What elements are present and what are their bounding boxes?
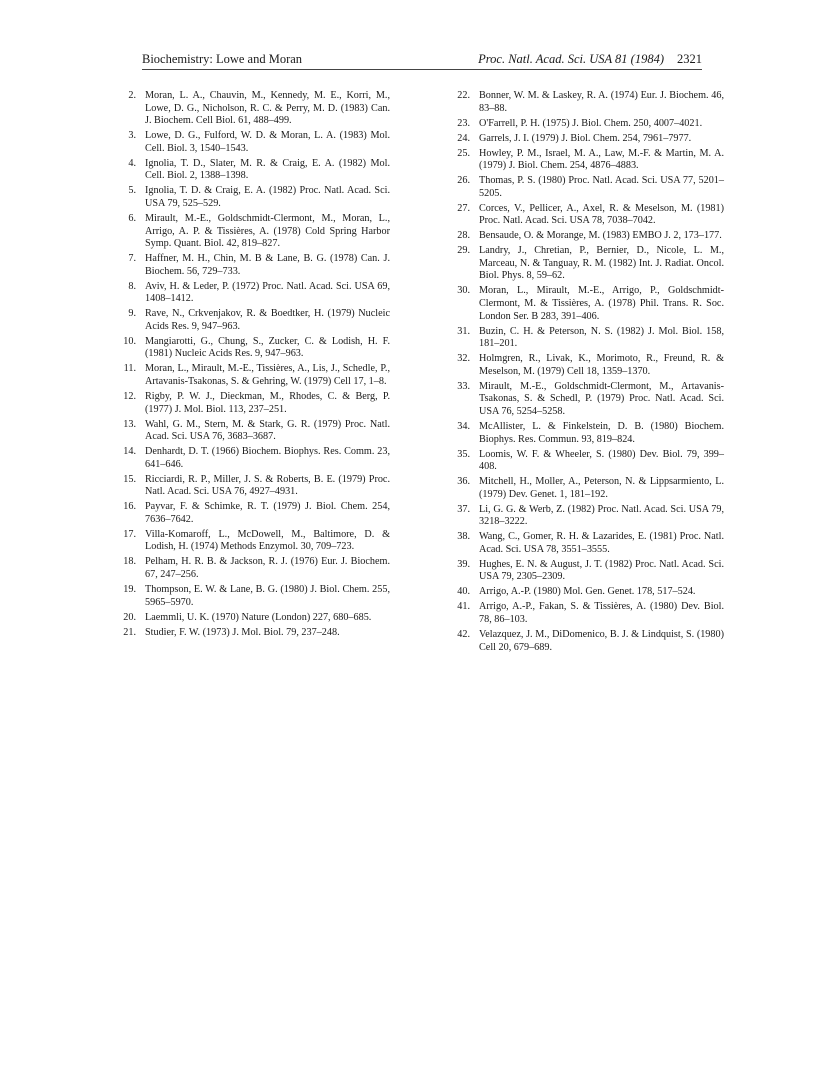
reference-entry	[446, 90, 724, 115]
reference-number: 9.	[128, 308, 136, 320]
reference-number: 26.	[457, 175, 470, 187]
reference-number: 24.	[457, 132, 470, 144]
reference-number: 8.	[128, 280, 136, 292]
reference-text: Mangiarotti, G., Chung, S., Zucker, C. & Lodish, H. F. (1981) Nucleic Acids Res. 9, 947–963.	[145, 335, 390, 360]
reference-entry	[112, 90, 390, 128]
reference-number: 42.	[457, 628, 470, 640]
reference-text: Mitchell, H., Moller, A., Peterson, N. & Lippsarmiento, L. (1979) Dev. Genet. 1, 181–192.	[479, 476, 724, 500]
reference-entry	[446, 504, 724, 529]
reference-entry	[446, 381, 724, 419]
reference-number: 18.	[123, 556, 136, 568]
reference-text: Li, G. G. & Werb, Z. (1982) Proc. Natl. Acad. Sci. USA 79, 3218–3222.	[479, 503, 724, 528]
reference-number: 38.	[457, 531, 470, 543]
reference-entry	[446, 175, 724, 200]
reference-entry	[446, 245, 724, 283]
reference-number: 23.	[457, 117, 470, 129]
reference-text: Arrigo, A.-P., Fakan, S. & Tissières, A. (1980) Dev. Biol. 78, 86–103.	[479, 601, 724, 625]
reference-text: O'Farrell, P. H. (1975) J. Biol. Chem. 250, 4007–4021.	[479, 117, 703, 129]
reference-entry	[112, 308, 390, 333]
reference-number: 31.	[457, 325, 470, 337]
reference-text: Denhardt, D. T. (1966) Biochem. Biophys. Res. Comm. 23, 641–646.	[145, 446, 390, 470]
reference-text: Ricciardi, R. P., Miller, J. S. & Roberts, B. E. (1979) Proc. Natl. Acad. Sci. USA 76, 4927–4931.	[145, 473, 390, 498]
reference-number: 28.	[457, 230, 470, 242]
reference-entry	[446, 531, 724, 556]
reference-number: 29.	[457, 245, 470, 257]
reference-number: 7.	[128, 253, 136, 265]
reference-entry	[112, 281, 390, 306]
reference-text: Pelham, H. R. B. & Jackson, R. J. (1976) Eur. J. Biochem. 67, 247–256.	[145, 556, 390, 581]
reference-text: Villa-Komaroff, L., McDowell, M., Baltimore, D. & Lodish, H. (1974) Methods Enzymol. 30, 709–723.	[145, 528, 390, 553]
reference-text: Payvar, F. & Schimke, R. T. (1979) J. Biol. Chem. 254, 7636–7642.	[145, 501, 390, 525]
reference-text: Garrels, J. I. (1979) J. Biol. Chem. 254, 7961–7977.	[479, 132, 692, 144]
reference-text: Arrigo, A.-P. (1980) Mol. Gen. Genet. 178, 517–524.	[479, 586, 696, 598]
reference-text: Hughes, E. N. & August, J. T. (1982) Proc. Natl. Acad. Sci. USA 79, 2305–2309.	[479, 558, 724, 583]
reference-entry	[112, 253, 390, 278]
reference-text: Buzin, C. H. & Peterson, N. S. (1982) J. Mol. Biol. 158, 181–201.	[479, 325, 724, 350]
reference-text: Mirault, M.-E., Goldschmidt-Clermont, M., Moran, L., Arrigo, A. P. & Tissières, A. (1978) Cold Spring Harbor Symp. Quant. Biol. 42, 819–827.	[145, 212, 390, 250]
page-number: 2321	[677, 52, 702, 66]
reference-entry	[112, 584, 390, 609]
reference-number: 10.	[123, 335, 136, 347]
reference-number: 30.	[457, 285, 470, 297]
reference-text: Mirault, M.-E., Goldschmidt-Clermont, M., Artavanis-Tsakonas, S. & Schedl, P. (1979) Proc. Natl. Acad. Sci. USA 76, 5254–5258.	[479, 380, 724, 417]
reference-number: 33.	[457, 380, 470, 392]
reference-number: 15.	[123, 473, 136, 485]
reference-entry	[446, 133, 724, 146]
reference-text: Loomis, W. F. & Wheeler, S. (1980) Dev. Biol. 79, 399–408.	[479, 448, 724, 473]
reference-text: Moran, L. A., Chauvin, M., Kennedy, M. E., Korri, M., Lowe, D. G., Nicholson, R. C. & Perry, M. D. (1983) Can. J. Biochem. Cell Biol. 61, 488–499.	[145, 90, 390, 127]
reference-number: 12.	[123, 390, 136, 402]
reference-text: Ignolia, T. D., Slater, M. R. & Craig, E. A. (1982) Mol. Cell. Biol. 2, 1388–1398.	[145, 157, 390, 182]
reference-number: 4.	[128, 157, 136, 169]
reference-entry	[112, 158, 390, 183]
reference-entry	[112, 213, 390, 251]
reference-text: Moran, L., Mirault, M.-E., Arrigo, P., Goldschmidt-Clermont, M. & Tissières, A. (1978) Phil. Trans. R. Soc. London Ser. B 283, 391–406.	[479, 285, 724, 322]
reference-entry	[112, 612, 390, 625]
reference-number: 6.	[128, 212, 136, 224]
reference-number: 3.	[128, 130, 136, 142]
reference-entry	[446, 559, 724, 584]
reference-number: 13.	[123, 418, 136, 430]
reference-text: Bonner, W. M. & Laskey, R. A. (1974) Eur. J. Biochem. 46, 83–88.	[479, 90, 724, 114]
reference-number: 17.	[123, 528, 136, 540]
journal-section-title: Biochemistry: Lowe and Moran	[142, 52, 303, 66]
reference-entry	[446, 285, 724, 323]
reference-entry	[112, 556, 390, 581]
reference-number: 16.	[123, 501, 136, 513]
reference-text: Bensaude, O. & Morange, M. (1983) EMBO J. 2, 173–177.	[479, 230, 722, 242]
header-divider	[142, 69, 702, 70]
reference-text: Howley, P. M., Israel, M. A., Law, M.-F. & Martin, M. A. (1979) J. Biol. Chem. 254, 4876–4883.	[479, 147, 724, 172]
reference-number: 25.	[457, 147, 470, 159]
reference-entry	[112, 363, 390, 388]
reference-entry	[446, 230, 724, 243]
reference-entry	[112, 419, 390, 444]
reference-text: Holmgren, R., Livak, K., Morimoto, R., Freund, R. & Meselson, M. (1979) Cell 18, 1359–1370.	[479, 353, 724, 377]
reference-entry	[112, 130, 390, 155]
reference-entry	[446, 326, 724, 351]
reference-entry	[112, 627, 390, 640]
reference-text: Corces, V., Pellicer, A., Axel, R. & Meselson, M. (1981) Proc. Natl. Acad. Sci. USA 78, 7038–7042.	[479, 202, 724, 227]
reference-entry	[112, 185, 390, 210]
reference-text: Landry, J., Chretian, P., Bernier, D., Nicole, L. M., Marceau, N. & Tanguay, R. M. (1982) Int. J. Radiat. Oncol. Biol. Phys. 8, 59–62.	[479, 245, 724, 282]
reference-number: 41.	[457, 601, 470, 613]
reference-entry	[446, 203, 724, 228]
reference-text: Aviv, H. & Leder, P. (1972) Proc. Natl. Acad. Sci. USA 69, 1408–1412.	[145, 280, 390, 305]
reference-number: 39.	[457, 558, 470, 570]
reference-entry	[112, 529, 390, 554]
reference-entry	[446, 629, 724, 654]
reference-entry	[446, 421, 724, 446]
reference-number: 2.	[128, 90, 136, 101]
reference-number: 37.	[457, 503, 470, 515]
references-right-column	[446, 90, 724, 657]
reference-text: Rave, N., Crkvenjakov, R. & Boedtker, H. (1979) Nucleic Acids Res. 9, 947–963.	[145, 308, 390, 332]
reference-text: Moran, L., Mirault, M.-E., Tissières, A., Lis, J., Schedle, P., Artavanis-Tsakonas, S. & Gehring, W. (1979) Cell 17, 1–8.	[145, 363, 390, 387]
reference-entry	[446, 353, 724, 378]
reference-number: 22.	[457, 90, 470, 101]
reference-text: Thomas, P. S. (1980) Proc. Natl. Acad. Sci. USA 77, 5201–5205.	[479, 175, 724, 199]
reference-entry	[112, 446, 390, 471]
reference-text: Laemmli, U. K. (1970) Nature (London) 227, 680–685.	[145, 611, 372, 623]
reference-entry	[446, 476, 724, 501]
reference-text: Wang, C., Gomer, R. H. & Lazarides, E. (1981) Proc. Natl. Acad. Sci. USA 78, 3551–3555.	[479, 531, 724, 555]
reference-entry	[446, 449, 724, 474]
reference-number: 32.	[457, 353, 470, 365]
reference-number: 35.	[457, 448, 470, 460]
reference-text: McAllister, L. & Finkelstein, D. B. (1980) Biochem. Biophys. Res. Commun. 93, 819–824.	[479, 420, 724, 445]
reference-text: Lowe, D. G., Fulford, W. D. & Moran, L. A. (1983) Mol. Cell. Biol. 3, 1540–1543.	[145, 130, 390, 154]
reference-number: 21.	[123, 626, 136, 638]
reference-text: Haffner, M. H., Chin, M. B & Lane, B. G. (1978) Can. J. Biochem. 56, 729–733.	[145, 253, 390, 277]
reference-number: 27.	[457, 202, 470, 214]
reference-number: 14.	[123, 446, 136, 458]
reference-number: 34.	[457, 420, 470, 432]
reference-entry	[446, 118, 724, 131]
reference-entry	[112, 391, 390, 416]
reference-text: Velazquez, J. M., DiDomenico, B. J. & Lindquist, S. (1980) Cell 20, 679–689.	[479, 628, 724, 653]
reference-entry	[112, 501, 390, 526]
reference-number: 20.	[123, 611, 136, 623]
reference-number: 19.	[123, 584, 136, 596]
reference-text: Wahl, G. M., Stern, M. & Stark, G. R. (1979) Proc. Natl. Acad. Sci. USA 76, 3683–3687.	[145, 418, 390, 443]
reference-text: Studier, F. W. (1973) J. Mol. Biol. 79, 237–248.	[145, 626, 340, 638]
references-left-column	[112, 90, 390, 642]
reference-text: Ignolia, T. D. & Craig, E. A. (1982) Proc. Natl. Acad. Sci. USA 79, 525–529.	[145, 185, 390, 209]
reference-number: 5.	[128, 185, 136, 197]
reference-number: 36.	[457, 476, 470, 488]
reference-number: 11.	[123, 363, 136, 375]
reference-number: 40.	[457, 586, 470, 598]
journal-citation: Proc. Natl. Acad. Sci. USA 81 (1984)	[478, 52, 664, 66]
reference-entry	[446, 148, 724, 173]
reference-entry	[446, 586, 724, 599]
reference-entry	[112, 336, 390, 361]
running-header	[142, 52, 702, 68]
reference-entry	[446, 601, 724, 626]
reference-text: Rigby, P. W. J., Dieckman, M., Rhodes, C. & Berg, P. (1977) J. Mol. Biol. 113, 237–251.	[145, 390, 390, 415]
reference-entry	[112, 474, 390, 499]
reference-text: Thompson, E. W. & Lane, B. G. (1980) J. Biol. Chem. 255, 5965–5970.	[145, 584, 390, 608]
